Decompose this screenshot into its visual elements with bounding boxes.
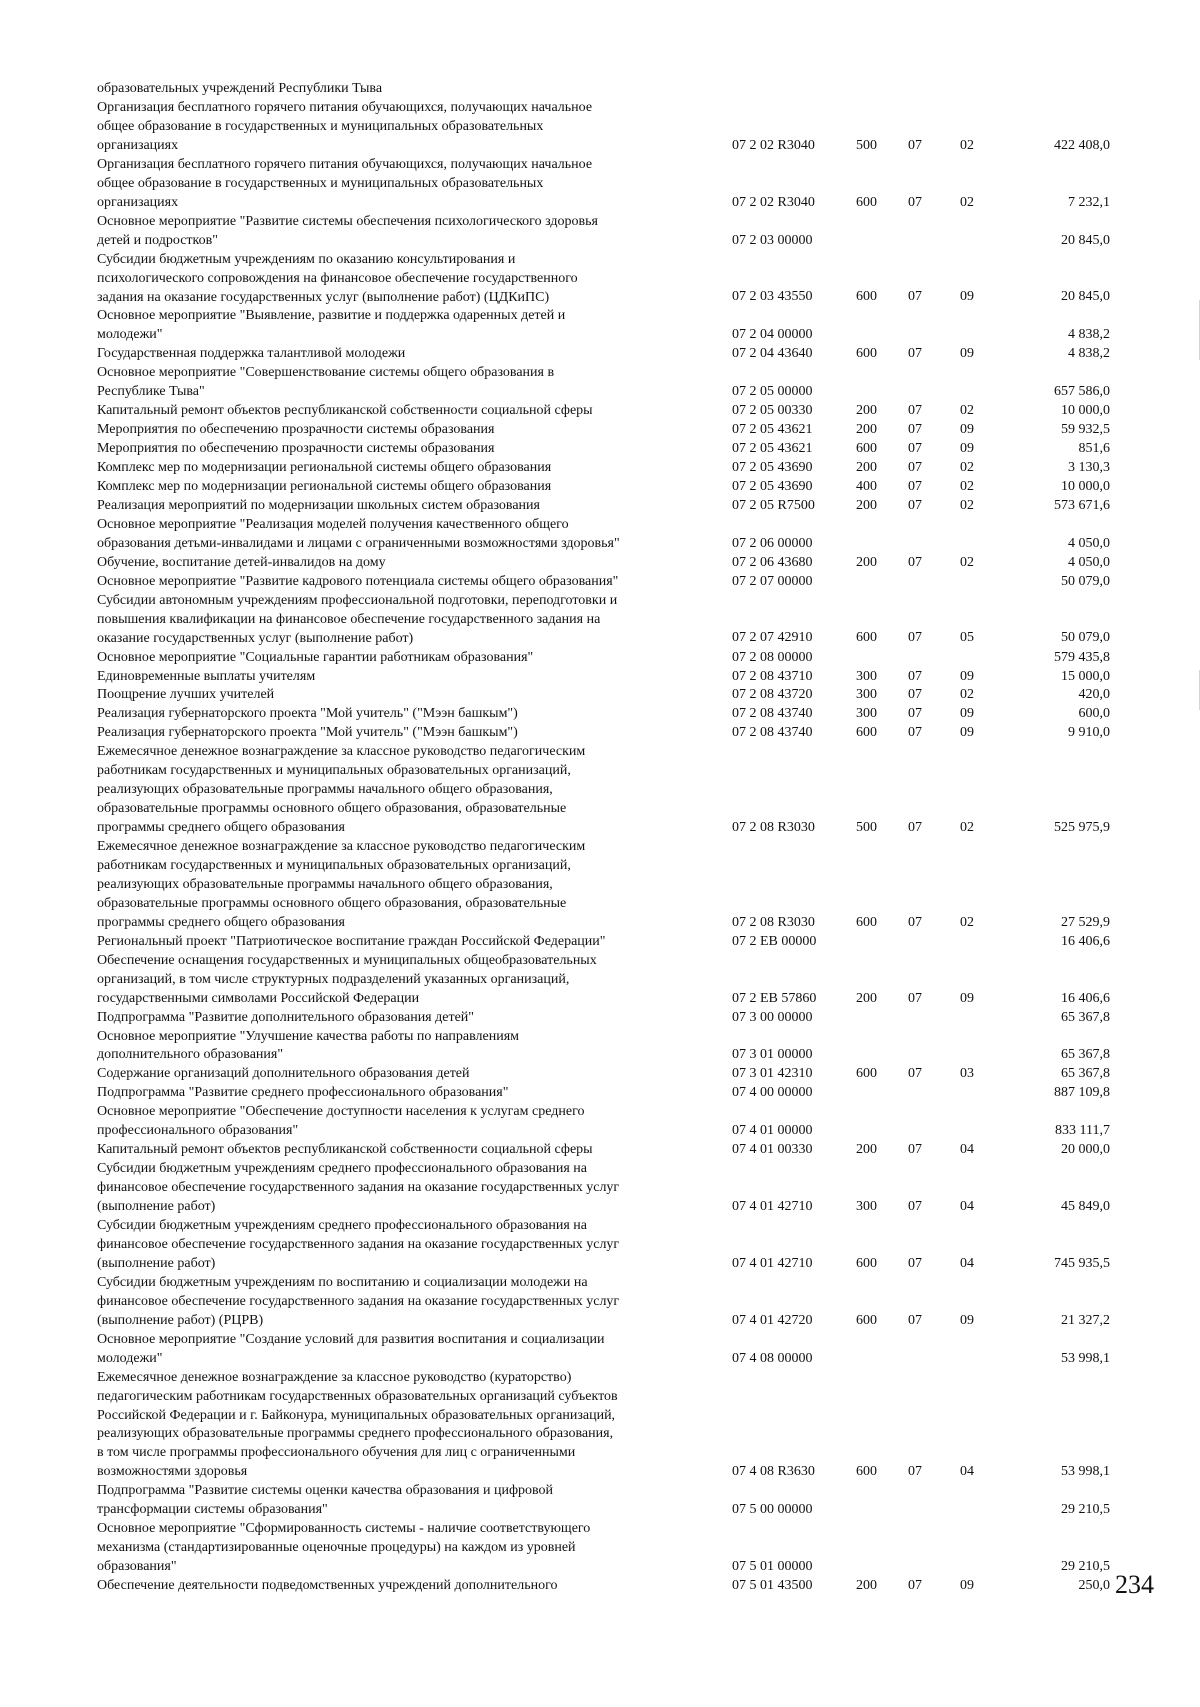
row-name: Организация бесплатного горячего питания обучающихся, получающих начальное общее образование в государственных и муниципальных образовательных организациях [97, 156, 593, 210]
subsection-code: 02 [960, 820, 974, 836]
amount: 53 998,1 [1061, 1464, 1110, 1480]
row-name: Ежемесячное денежное вознаграждение за классное руководство (кураторство) педагогическим работникам государственных образовательных организаций субъектов Российской Федерации и г. Байконура, муниципальных образовательных организаций, реализующих образовательные программы среднего профессионального образования, в том числе программы профессионального обучения для лиц с ограниченными возможностями здоровья [97, 1369, 618, 1480]
table-row [0, 933, 1200, 952]
expense-type: 300 [856, 687, 877, 703]
table-row [0, 402, 1200, 421]
target-code: 07 2 06 43680 [732, 554, 813, 570]
row-name: Основное мероприятие "Сформированность системы - наличие соответствующего механизма (стандартизированные оценочные процедуры) на каждом из уровней образования" [97, 1521, 591, 1575]
subsection-code: 02 [960, 403, 974, 419]
section-code: 07 [908, 497, 922, 513]
amount: 4 050,0 [1068, 535, 1110, 551]
row-name: Основное мероприятие "Выявление, развитие и поддержка одаренных детей и молодежи" [97, 308, 566, 343]
row-name: Субсидии автономным учреждениям профессиональной подготовки, переподготовки и повышения квалификации на финансовое обеспечение государственного задания на оказание государственных услуг (выполнение работ) [97, 592, 618, 646]
table-row [0, 156, 1200, 213]
row-name: Ежемесячное денежное вознаграждение за классное руководство педагогическим работникам государственных и муниципальных образовательных организаций, реализующих образовательные программы начального общего образования, образовательные программы основного общего образования, образовательные программы среднего общего образования [97, 839, 586, 930]
target-code: 07 2 05 43690 [732, 460, 813, 475]
row-name: Региональный проект "Патриотическое воспитание граждан Российской Федерации" [97, 933, 606, 949]
target-code: 07 2 05 43621 [732, 441, 813, 456]
amount: 4 050,0 [1068, 554, 1110, 570]
amount: 50 079,0 [1061, 573, 1110, 589]
amount: 53 998,1 [1061, 1350, 1110, 1366]
expense-type: 200 [856, 554, 877, 570]
section-code: 07 [908, 725, 922, 741]
target-code: 07 4 01 42720 [732, 1312, 813, 1328]
amount: 579 435,8 [1054, 649, 1110, 665]
expense-type: 600 [856, 914, 877, 930]
target-code: 07 3 01 00000 [732, 1047, 813, 1063]
target-code: 07 4 08 00000 [732, 1350, 813, 1366]
amount: 21 327,2 [1061, 1312, 1110, 1328]
target-code: 07 2 08 43720 [732, 687, 813, 703]
row-name: Обеспечение оснащения государственных и муниципальных общеобразовательных организаций, в том числе структурных подразделений указанных организаций, государственными символами Российской Федерации [97, 952, 597, 1006]
row-name: Основное мероприятие "Совершенствование системы общего образования в Республике Тыва" [97, 365, 555, 400]
section-code: 07 [908, 403, 922, 419]
row-name: Содержание организаций дополнительного образования детей [97, 1066, 470, 1082]
section-code: 07 [908, 914, 922, 930]
amount: 7 232,1 [1068, 194, 1110, 210]
expense-type: 200 [856, 460, 877, 475]
row-name: Субсидии бюджетным учреждениям среднего профессионального образования на финансовое обеспечение государственного задания на оказание государственных услуг (выполнение работ) [97, 1161, 620, 1215]
subsection-code: 04 [960, 1464, 974, 1480]
section-code: 07 [908, 1066, 922, 1082]
expense-type: 600 [856, 1255, 877, 1271]
amount: 422 408,0 [1054, 137, 1110, 153]
table-row [0, 1160, 1200, 1217]
section-code: 07 [908, 990, 922, 1006]
row-name: Комплекс мер по модернизации региональной системы общего образования [97, 478, 552, 494]
target-code: 07 2 05 43690 [732, 478, 813, 494]
expense-type: 600 [856, 1312, 877, 1328]
amount: 3 130,3 [1068, 460, 1110, 475]
subsection-code: 05 [960, 630, 974, 646]
row-name: Мероприятия по обеспечению прозрачности системы образования [97, 422, 495, 438]
section-code: 07 [908, 1578, 922, 1594]
target-code: 07 2 08 43740 [732, 725, 813, 741]
section-code: 07 [908, 668, 922, 684]
section-code: 07 [908, 478, 922, 494]
expense-type: 200 [856, 422, 877, 438]
subsection-code: 02 [960, 687, 974, 703]
row-name: Организация бесплатного горячего питания обучающихся, получающих начальное общее образование в государственных и муниципальных образовательных организациях [97, 100, 593, 153]
target-code: 07 2 08 R3030 [732, 914, 815, 930]
row-name: Капитальный ремонт объектов республиканской собственности социальной сферы [97, 1142, 593, 1158]
table-row [0, 1577, 1200, 1596]
target-code: 07 4 01 42710 [732, 1199, 813, 1215]
table-row [0, 1331, 1200, 1369]
row-name: Обеспечение деятельности подведомственных учреждений дополнительного [97, 1578, 558, 1594]
row-name: Реализация мероприятий по модернизации школьных систем образования [97, 497, 540, 513]
row-name: Основное мероприятие "Социальные гарантии работникам образования" [97, 649, 534, 665]
target-code: 07 2 02 R3040 [732, 194, 815, 210]
subsection-code: 02 [960, 554, 974, 570]
target-code: 07 2 05 R7500 [732, 497, 815, 513]
table-row [0, 573, 1200, 592]
amount: 65 367,8 [1061, 1009, 1110, 1025]
subsection-code: 09 [960, 422, 974, 438]
target-code: 07 2 05 00330 [732, 403, 813, 419]
subsection-code: 04 [960, 1255, 974, 1271]
table-row [0, 1103, 1200, 1141]
amount: 573 671,6 [1054, 497, 1110, 513]
amount: 50 079,0 [1061, 630, 1110, 646]
row-name: Основное мероприятие "Создание условий для развития воспитания и социализации молодежи" [97, 1331, 605, 1366]
row-name: Подпрограмма "Развитие дополнительного образования детей" [97, 1009, 475, 1025]
row-name: Основное мероприятие "Развитие кадрового потенциала системы общего образования" [97, 573, 619, 589]
table-row [0, 743, 1200, 838]
subsection-code: 09 [960, 289, 974, 305]
section-code: 07 [908, 1199, 922, 1215]
expense-type: 300 [856, 706, 877, 722]
subsection-code: 09 [960, 725, 974, 741]
target-code: 07 2 08 43710 [732, 668, 813, 684]
row-name: Реализация губернаторского проекта "Мой учитель" ("Мээн башкым") [97, 725, 518, 741]
subsection-code: 09 [960, 1578, 974, 1594]
expense-type: 300 [856, 1199, 877, 1215]
table-row [0, 592, 1200, 649]
amount: 887 109,8 [1054, 1085, 1110, 1101]
subsection-code: 02 [960, 194, 974, 210]
section-code: 07 [908, 554, 922, 570]
amount: 833 111,7 [1055, 1123, 1110, 1139]
table-row [0, 421, 1200, 440]
expense-type: 300 [856, 668, 877, 684]
target-code: 07 2 05 43621 [732, 422, 813, 438]
row-name: Основное мероприятие "Обеспечение доступности населения к услугам среднего профессионального образования" [97, 1104, 585, 1139]
amount: 525 975,9 [1054, 820, 1110, 836]
amount: 420,0 [1078, 687, 1110, 703]
subsection-code: 02 [960, 137, 974, 153]
target-code: 07 2 04 43640 [732, 346, 813, 362]
section-code: 07 [908, 289, 922, 305]
row-name: Субсидии бюджетным учреждениям среднего профессионального образования на финансовое обеспечение государственного задания на оказание государственных услуг (выполнение работ) [97, 1218, 620, 1271]
target-code: 07 4 00 00000 [732, 1085, 813, 1101]
subsection-code: 09 [960, 706, 974, 722]
target-code: 07 2 EB 57860 [732, 990, 817, 1006]
table-row [0, 724, 1200, 743]
table-row [0, 440, 1200, 459]
row-name: Субсидии бюджетным учреждениям по воспитанию и социализации молодежи на финансовое обеспечение государственного задания на оказание государственных услуг (выполнение работ) (РЦРВ) [97, 1274, 620, 1328]
row-name: Обучение, воспитание детей-инвалидов на дому [97, 554, 386, 570]
page-number: 234 [1115, 1570, 1154, 1599]
amount: 10 000,0 [1061, 478, 1110, 494]
table-row [0, 345, 1200, 364]
amount: 250,0 [1078, 1578, 1110, 1594]
table-row [0, 364, 1200, 402]
subsection-code: 09 [960, 441, 974, 456]
table-row [0, 705, 1200, 724]
target-code: 07 2 07 00000 [732, 573, 813, 589]
table-row [0, 99, 1200, 156]
target-code: 07 4 01 42710 [732, 1255, 813, 1271]
expense-type: 200 [856, 403, 877, 419]
section-code: 07 [908, 1142, 922, 1158]
amount: 65 367,8 [1061, 1066, 1110, 1082]
amount: 15 000,0 [1061, 668, 1110, 684]
table-row [0, 516, 1200, 554]
row-name: образовательных учреждений Республики Тыва [97, 81, 383, 96]
subsection-code: 04 [960, 1199, 974, 1215]
row-name: Капитальный ремонт объектов республиканской собственности социальной сферы [97, 403, 593, 419]
table-row [0, 1369, 1200, 1483]
subsection-code: 09 [960, 990, 974, 1006]
table-row [0, 1028, 1200, 1066]
row-name: Ежемесячное денежное вознаграждение за классное руководство педагогическим работникам государственных и муниципальных образовательных организаций, реализующих образовательные программы начального общего образования, образовательные программы основного общего образования, образовательные программы среднего общего образования [97, 744, 586, 836]
expense-type: 200 [856, 497, 877, 513]
target-code: 07 2 04 00000 [732, 327, 813, 343]
target-code: 07 2 EB 00000 [732, 933, 817, 949]
table-row [0, 1065, 1200, 1084]
table-row [0, 554, 1200, 573]
section-code: 07 [908, 194, 922, 210]
table-row [0, 478, 1200, 497]
target-code: 07 2 05 00000 [732, 384, 813, 400]
target-code: 07 3 01 42310 [732, 1066, 813, 1082]
amount: 4 838,2 [1068, 346, 1110, 362]
row-name: Единовременные выплаты учителям [97, 668, 316, 684]
amount: 745 935,5 [1054, 1255, 1110, 1271]
target-code: 07 4 01 00000 [732, 1123, 813, 1139]
row-name: Мероприятия по обеспечению прозрачности системы образования [97, 441, 495, 456]
row-name: Субсидии бюджетным учреждениям по оказанию консультирования и психологического сопровождения на финансовое обеспечение государственного задания на оказание государственных услуг (выполнение работ) (ЦДКиПС) [97, 251, 578, 305]
expense-type: 600 [856, 725, 877, 741]
table-row [0, 838, 1200, 933]
section-code: 07 [908, 422, 922, 438]
row-name: Подпрограмма "Развитие системы оценки качества образования и цифровой трансформации системы образования" [97, 1483, 554, 1518]
expense-type: 600 [856, 1464, 877, 1480]
amount: 27 529,9 [1061, 914, 1110, 930]
target-code: 07 2 08 43740 [732, 706, 813, 722]
table-row [0, 213, 1200, 251]
expense-type: 600 [856, 194, 877, 210]
expense-type: 200 [856, 1142, 877, 1158]
amount: 59 932,5 [1061, 422, 1110, 438]
section-code: 07 [908, 1464, 922, 1480]
table-row [0, 307, 1200, 345]
table-row [0, 1084, 1200, 1103]
table-row [0, 1520, 1200, 1577]
target-code: 07 2 03 43550 [732, 289, 813, 305]
amount: 20 000,0 [1061, 1142, 1110, 1158]
section-code: 07 [908, 706, 922, 722]
target-code: 07 2 03 00000 [732, 232, 813, 248]
expense-type: 600 [856, 346, 877, 362]
table-row [0, 1274, 1200, 1331]
table-row [0, 1009, 1200, 1028]
amount: 45 849,0 [1061, 1199, 1110, 1215]
expense-type: 600 [856, 630, 877, 646]
section-code: 07 [908, 137, 922, 153]
table-row [0, 1217, 1200, 1274]
expense-type: 400 [856, 478, 877, 494]
section-code: 07 [908, 687, 922, 703]
amount: 29 210,5 [1061, 1559, 1110, 1575]
amount: 657 586,0 [1054, 384, 1110, 400]
table-row [0, 80, 1200, 99]
expense-type: 200 [856, 990, 877, 1006]
section-code: 07 [908, 460, 922, 475]
table-row [0, 1141, 1200, 1160]
target-code: 07 5 01 00000 [732, 1559, 813, 1575]
target-code: 07 5 00 00000 [732, 1502, 813, 1518]
expense-type: 600 [856, 1066, 877, 1082]
amount: 600,0 [1078, 706, 1110, 722]
amount: 65 367,8 [1061, 1047, 1110, 1063]
amount: 10 000,0 [1061, 403, 1110, 419]
row-name: Основное мероприятие "Улучшение качества работы по направлениям дополнительного образования" [97, 1028, 520, 1063]
expense-type: 200 [856, 1578, 877, 1594]
row-name: Поощрение лучших учителей [97, 687, 275, 703]
section-code: 07 [908, 1255, 922, 1271]
section-code: 07 [908, 346, 922, 362]
section-code: 07 [908, 630, 922, 646]
table-row [0, 952, 1200, 1009]
target-code: 07 2 07 42910 [732, 630, 813, 646]
row-name: Подпрограмма "Развитие среднего профессионального образования" [97, 1085, 509, 1101]
table-row [0, 251, 1200, 308]
table-row [0, 459, 1200, 478]
target-code: 07 5 01 43500 [732, 1578, 813, 1594]
row-name: Реализация губернаторского проекта "Мой учитель" ("Мээн башкым") [97, 706, 518, 722]
amount: 9 910,0 [1068, 725, 1110, 741]
expense-type: 600 [856, 289, 877, 305]
row-name: Комплекс мер по модернизации региональной системы общего образования [97, 460, 552, 475]
target-code: 07 2 06 00000 [732, 535, 813, 551]
expense-type: 500 [856, 137, 877, 153]
expense-type: 500 [856, 820, 877, 836]
target-code: 07 2 02 R3040 [732, 137, 815, 153]
row-name: Основное мероприятие "Развитие системы обеспечения психологического здоровья детей и подростков" [97, 213, 598, 248]
amount: 16 406,6 [1061, 990, 1110, 1006]
subsection-code: 04 [960, 1142, 974, 1158]
expense-type: 600 [856, 441, 877, 456]
amount: 4 838,2 [1068, 327, 1110, 343]
subsection-code: 09 [960, 346, 974, 362]
section-code: 07 [908, 820, 922, 836]
amount: 29 210,5 [1061, 1502, 1110, 1518]
subsection-code: 02 [960, 460, 974, 475]
subsection-code: 09 [960, 1312, 974, 1328]
table-row [0, 1482, 1200, 1520]
table-row [0, 668, 1200, 687]
subsection-code: 02 [960, 914, 974, 930]
subsection-code: 09 [960, 668, 974, 684]
target-code: 07 2 08 R3030 [732, 820, 815, 836]
amount: 20 845,0 [1061, 232, 1110, 248]
table-row [0, 497, 1200, 516]
table-row [0, 649, 1200, 668]
target-code: 07 4 08 R3630 [732, 1464, 815, 1480]
target-code: 07 2 08 00000 [732, 649, 813, 665]
row-name: Основное мероприятие "Реализация моделей получения качественного общего образования детьми-инвалидами и лицами с ограниченными возможностями здоровья" [97, 516, 620, 551]
subsection-code: 02 [960, 497, 974, 513]
subsection-code: 03 [960, 1066, 974, 1082]
target-code: 07 3 00 00000 [732, 1009, 813, 1025]
row-name: Государственная поддержка талантливой молодежи [97, 346, 406, 362]
table-row [0, 686, 1200, 705]
section-code: 07 [908, 441, 922, 456]
amount: 20 845,0 [1061, 289, 1110, 305]
amount: 16 406,6 [1061, 933, 1110, 949]
section-code: 07 [908, 1312, 922, 1328]
target-code: 07 4 01 00330 [732, 1142, 813, 1158]
amount: 851,6 [1078, 441, 1110, 456]
subsection-code: 02 [960, 478, 974, 494]
